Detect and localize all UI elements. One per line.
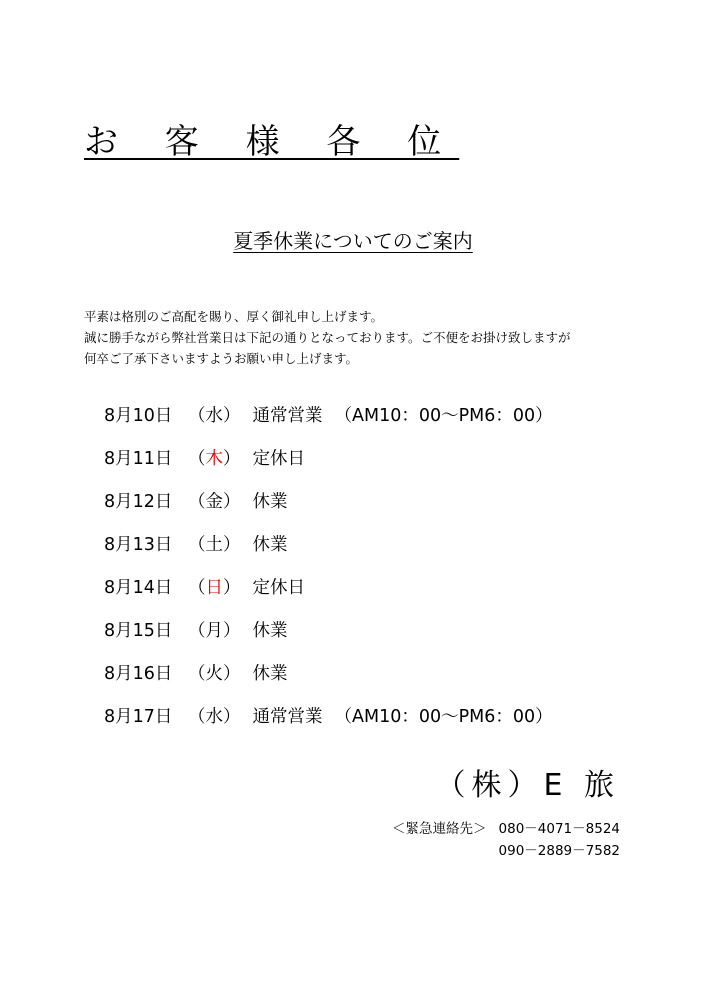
schedule-date: 8月17日 (104, 707, 173, 727)
day-of-week: 火 (205, 664, 223, 684)
paren-open: （ (188, 578, 206, 598)
day-of-week: 金 (205, 492, 223, 512)
intro-line: 何卒ご了承下さいますようお願い申し上げます。 (84, 351, 359, 366)
schedule-date: 8月13日 (104, 535, 173, 555)
notice-title: 夏季休業についてのご案内 (233, 229, 473, 253)
day-of-week: 土 (205, 535, 223, 555)
paren-close: ） (223, 449, 241, 469)
schedule-status: 定休日 (252, 449, 305, 469)
schedule-row (104, 524, 553, 567)
schedule-date: 8月12日 (104, 492, 173, 512)
paren-open: （ (188, 492, 206, 512)
phone-number: 080－4071－8524 (498, 821, 620, 837)
schedule-date: 8月11日 (104, 449, 173, 469)
schedule-row (104, 438, 553, 481)
contact-label: ＜緊急連絡先＞ (392, 821, 487, 837)
schedule-status: 休業 (252, 535, 288, 555)
schedule-status: 休業 (252, 492, 288, 512)
paren-open: （ (188, 449, 206, 469)
schedule-status: 休業 (252, 664, 288, 684)
contact-line (392, 818, 620, 840)
day-of-week: 月 (205, 621, 223, 641)
day-of-week: 水 (205, 707, 223, 727)
day-of-week: 日 (205, 578, 223, 598)
schedule-status: 通常営業 (252, 406, 323, 426)
phone-number: 090－2889－7582 (498, 843, 620, 859)
business-hours: （AM10：00～PM6：00） (334, 707, 553, 727)
intro-line: 平素は格別のご高配を賜り、厚く御礼申し上げます。 (84, 309, 384, 324)
contact-line (392, 840, 620, 862)
emergency-contact (392, 818, 620, 862)
paren-close: ） (223, 535, 241, 555)
paren-close: ） (223, 406, 241, 426)
schedule-date: 8月10日 (104, 406, 173, 426)
schedule-date: 8月14日 (104, 578, 173, 598)
schedule-status: 定休日 (252, 578, 305, 598)
schedule-row (104, 653, 553, 696)
paren-open: （ (188, 406, 206, 426)
schedule-date: 8月16日 (104, 664, 173, 684)
schedule-row (104, 481, 553, 524)
paren-close: ） (223, 492, 241, 512)
intro-line: 誠に勝手ながら弊社営業日は下記の通りとなっております。ご不便をお掛け致しますが (84, 330, 571, 345)
schedule-row (104, 610, 553, 653)
intro-paragraph (84, 306, 571, 369)
salutation: お 客 様 各 位 (84, 122, 460, 162)
paren-close: ） (223, 707, 241, 727)
company-name: （株）E 旅 (435, 768, 620, 803)
schedule-row (104, 696, 553, 739)
schedule-status: 休業 (252, 621, 288, 641)
schedule-row (104, 395, 553, 438)
paren-close: ） (223, 621, 241, 641)
paren-open: （ (188, 664, 206, 684)
business-hours: （AM10：00～PM6：00） (334, 406, 553, 426)
day-of-week: 水 (205, 406, 223, 426)
schedule-row (104, 567, 553, 610)
paren-open: （ (188, 707, 206, 727)
paren-open: （ (188, 535, 206, 555)
day-of-week: 木 (205, 449, 223, 469)
schedule-status: 通常営業 (252, 707, 323, 727)
schedule-date: 8月15日 (104, 621, 173, 641)
paren-open: （ (188, 621, 206, 641)
schedule-list (104, 395, 553, 739)
paren-close: ） (223, 578, 241, 598)
paren-close: ） (223, 664, 241, 684)
